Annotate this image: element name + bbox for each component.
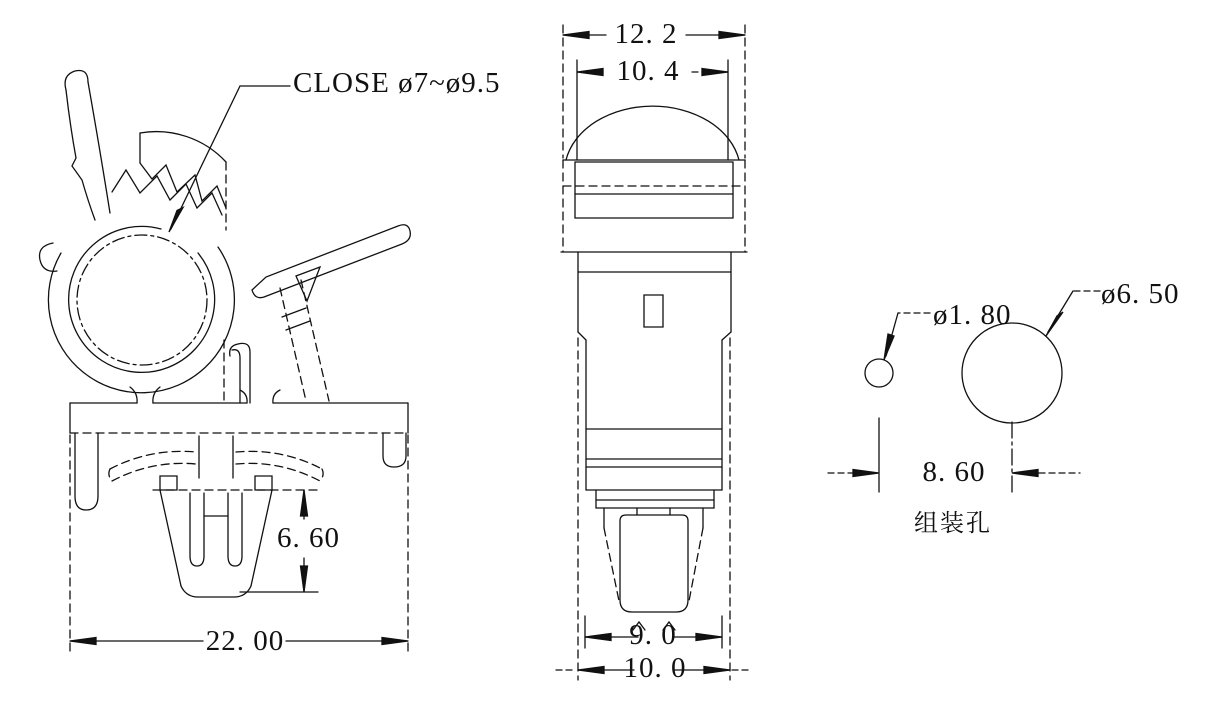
front-view-lines bbox=[40, 70, 411, 652]
dim-label-body-width: 10. 0 bbox=[623, 652, 687, 684]
dim-label-large-hole-diameter: ø6. 50 bbox=[1101, 278, 1180, 310]
dim-label-clip-height: 6. 60 bbox=[277, 522, 340, 554]
dim-label-dome-width: 10. 4 bbox=[616, 55, 680, 87]
dim-label-hole-spacing: 8. 60 bbox=[922, 456, 986, 488]
dim-label-outer-width: 12. 2 bbox=[614, 18, 678, 50]
dim-label-small-hole-diameter: ø1. 80 bbox=[933, 299, 1012, 331]
dim-label-plug-width: 9. 0 bbox=[629, 619, 677, 651]
dim-label-base-width: 22. 00 bbox=[205, 625, 285, 657]
side-view-lines bbox=[556, 25, 752, 680]
close-range-note: CLOSE ø7~ø9.5 bbox=[293, 67, 501, 99]
mounting-holes-caption: 组装孔 bbox=[914, 509, 992, 537]
